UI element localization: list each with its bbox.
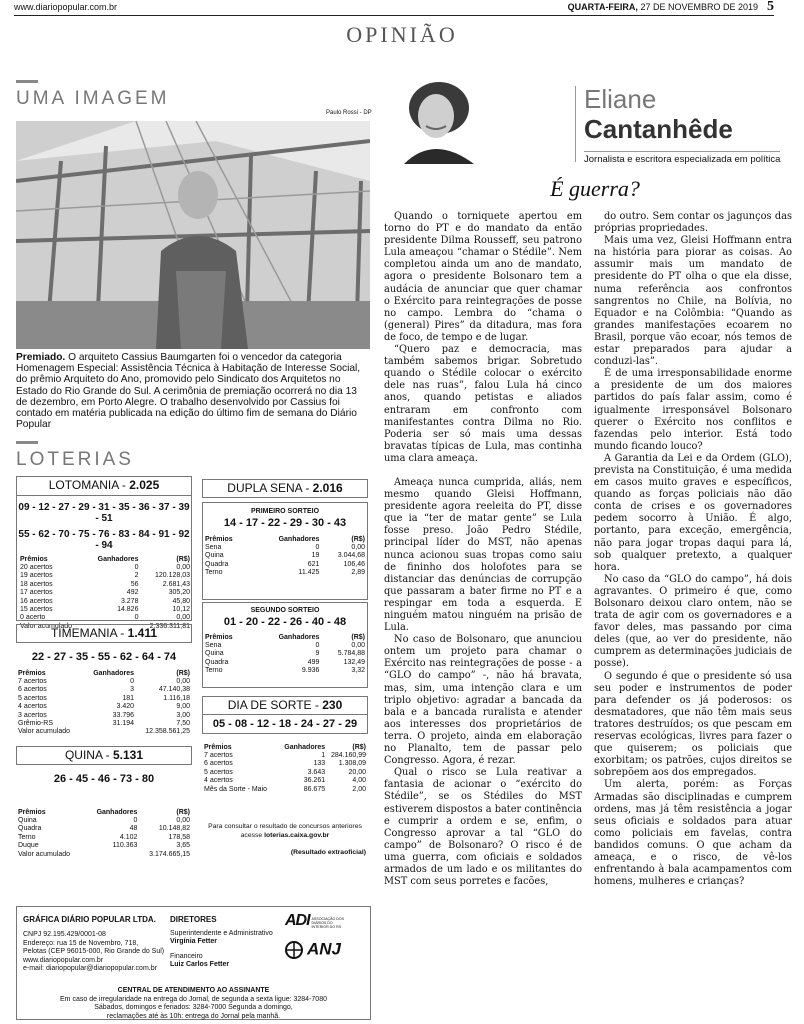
anj-logo-text: ANJ [306,939,341,959]
adi-logo [285,912,365,930]
columnist-first-name: Eliane [584,84,657,114]
prize-tier: Quadra [205,560,229,568]
globe-icon [283,941,305,959]
table-row [18,712,190,720]
column-header: (R$) [176,809,190,816]
greenhouse-illustration [16,121,370,349]
prize-tier: 0 acerto [20,614,46,622]
winners-count: 56 [130,580,139,588]
prize-tier: Grêmio-RS [18,720,54,728]
director2-role: Financeiro [170,952,203,960]
dupla-sena-contest: 2.016 [312,481,343,495]
date-line [568,2,758,12]
company-info [23,931,183,974]
winners-count: 36.261 [303,777,326,785]
prize-tier: 15 acertos [20,606,53,614]
lotomania-numbers-1: 09 - 12 - 27 - 29 - 31 - 35 - 36 - 37 - 39 - 51 [18,502,190,524]
winners-count: 86.675 [303,785,326,793]
dia-de-sorte-numbers-box [202,714,368,734]
winners-count [83,728,134,736]
caption-text: O arquiteto Cassius Baumgarten foi o vencedor da categoria Homenagem Especial: Assistência Técnica à Habitação de Interesse Social, do prêmio Arquiteto do Ano, promovido pelo Sindicato dos Arquitetos no Estado do Rio Grande do Sul. A cerimônia de premiação ocorrerá no dia 13 de dezembro, em Porto Alegre. O trabalho desenvolvido por Cassius foi contado em matéria publicada na edição do último fim de semana do Diário Popular [16,352,361,431]
table-row [18,825,190,833]
quina-contest: 5.131 [112,748,144,762]
column-header: Prêmios [20,556,48,563]
prize-table-header [18,808,190,817]
lotomania-box [16,476,192,630]
prize-tier: Valor acumulado [20,622,73,630]
prize-tier: 16 acertos [20,597,53,605]
award-photo [16,121,370,349]
caption-lead: Premiado. [16,352,66,363]
header-rule [14,15,774,16]
prize-tier: 6 acertos [204,760,233,768]
winners-count: 19 [311,552,320,560]
article-paragraph: Um alerta, porém: as Forças Armadas são disciplinadas e cumprem ordens, mas já têm resistência a jogar seus oficiais e soldados para atuar como policiais em favelas, contra bandidos comuns. O que acham da ameaça, e o risco, de vê-los enfrentando à bala acampamentos com homens, mulheres e crianças? [594,779,792,888]
column-header: (R$) [176,670,190,677]
prize-tier: 3 acertos [18,711,47,719]
prize-value: 132,49 [343,658,365,666]
dupla-sena-draw2-table [205,633,365,676]
article-paragraph: No caso de Bolsonaro, que anunciou ontem um projeto para chamar o Exército nas reintegrações de posse - a “GLO do campo” -, não há bravata, mas, sim, uma intenção clara e um triplo objetivo: agradar a bancada da bala e a bancada ruralista e atender aos interesses dos proprietários de terra. O projeto, ainda em elaboração no Planalto, tem de passar pelo Congresso. Agora, é rezar. [384,634,582,767]
table-row [205,552,365,560]
address-2: Pelotas (CEP 96015-000, Rio Grande do Sul) [23,948,165,956]
table-row [205,650,365,658]
prize-value: 2,89 [351,569,365,577]
prize-value: 305,20 [168,589,190,597]
winners-count: 133 [313,760,326,768]
winners-count: 621 [307,560,320,568]
table-row [18,686,190,694]
table-row [205,561,365,569]
winners-count: 14.826 [117,606,139,614]
article-paragraph: No caso da “GLO do campo”, há dois agravantes. O primeiro é que, como Bolsonaro deixou claro ontem, não se trata de agir com os governadores e a favor deles, mas passando por cima deles (que, ao ver do presidente, não cumprem as determinações judiciais de posse). [594,573,792,670]
prize-value: 12.358.561,25 [145,728,190,736]
lotomania-title: LOTOMANIA - 2.025 [17,477,191,496]
section-title: OPINIÃO [346,22,458,47]
article-paragraph: do outro. Sem contar os jagunços das próprias propriedades. [594,211,792,235]
prize-value: 3,00 [176,711,190,719]
winners-count: 4.102 [119,833,138,841]
article-paragraph: O segundo é que o presidente só usa seu poder e instrumentos de poder para defender os já poderosos: os desmatadores, que não têm mais seus tratores destruídos; os que pescam em reservas ecológicas, livres para fazer o que quiserem; os policiais que exorbitam; os patrões, cujos direitos se sobrepõem aos dos empregados. [594,670,792,779]
article-paragraph: Mais uma vez, Gleisi Hoffmann entra na história para piorar as coisas. Ao assumir mais um mandato de presidente do PT olha o que ela disse, numa referência aos confrontos sangrentos no Chile, na Bolívia, no Equador e na Colômbia: “Quando as grandes manifestações ecoarem no Brasil, porque vão ecoar, nós temos de estar preparados para ajudar a conduzi-las”. [594,235,792,368]
table-row [18,703,190,711]
table-row [205,667,365,675]
image-kicker: UMA IMAGEM [16,88,170,109]
table-row [18,842,190,850]
table-row [204,769,366,777]
dia-de-sorte-numbers: 05 - 08 - 12 - 18 - 24 - 27 - 29 [212,718,358,730]
column-header: Prêmios [204,744,232,751]
director1-role: Superintendente e Administrativo [170,929,273,937]
quina-numbers: 26 - 45 - 46 - 73 - 80 [53,773,155,785]
article-title: É guerra? [550,176,640,201]
table-row [204,786,366,794]
winners-count: 181 [122,694,135,702]
table-row [20,572,190,580]
prize-tier: Terno [205,667,223,675]
service-line-2: Sábados, domingos e feriados: 3284-7000 Segunda a domingo, [94,1004,293,1012]
date: 27 DE NOVEMBRO DE 2019 [640,2,758,12]
article-column-2 [594,211,792,888]
prize-value: 7,50 [176,720,190,728]
prize-value: 0,00 [351,544,365,551]
winners-count: 0 [133,817,138,824]
column-header: (R$) [351,634,365,641]
quina-title: QUINA - 5.131 [16,746,192,765]
table-row [18,678,190,686]
site-url: www.diariopopular.com.br [14,2,118,12]
columnist-portrait [404,82,564,164]
winners-count: 3 [130,686,135,694]
prize-value: 4,00 [352,777,366,785]
article-paragraph: A Garantia da Lei e da Ordem (GLO), prevista na Constituição, é uma medida em casos muito graves e específicos, quando as forças policiais não dão conta de crises e os governadores pedem socorro à União. É algo, portanto, para exceção, emergência, não para jogar tropas daqui para lá, sob qualquer pretexto, a qualquer hora. [594,452,792,573]
columnist-last-name: Cantanhêde [584,114,733,144]
prize-tier: 7 acertos [204,752,233,759]
prize-tier: Terno [18,833,36,841]
winners-count: 499 [307,658,320,666]
prize-value: 284.160,99 [330,752,366,759]
winners-count: 33.796 [112,711,135,719]
director1-name: Virgínia Fetter [170,938,217,946]
winners-count: 0 [134,614,139,622]
winners-count: 0 [315,544,320,551]
service-line-1: Em caso de irregularidade na entrega do Jornal, de segunda a sexta ligue: 3284-7080 [60,995,327,1003]
dupla-sena-draw2-label: SEGUNDO SORTEIO [250,607,320,614]
table-row [20,581,190,589]
consult-line-2: acesse loterias.caixa.gov.br [240,832,330,839]
article-paragraph: Qual o risco se Lula reativar a fantasia de acionar o “exército do Stédile”, se os Stédiles do MST estiverem dispostos a bater continência e cumprir a ordem e se, enfim, o Congresso aprovar a tal “GLO do campo” de Bolsonaro? O risco é de uma guerra, com oficiais e soldados armados de um lado e os militantes do MST com seus porretes e facões, [384,767,582,888]
prize-tier: Duque [18,842,39,850]
column-header: Ganhadores [278,536,320,543]
columnist-divider [575,86,576,162]
service-line-3: reclamações até às 10h: entrega do Jornal pela manhã. [106,1012,281,1020]
table-row [205,659,365,667]
winners-count: 1 [321,752,326,759]
prize-tier: Quina [18,817,37,824]
prize-value: 106,46 [343,560,365,568]
prize-value: 0,00 [176,564,190,571]
table-row [18,851,190,859]
company-site[interactable]: www.diariopopular.com.br [23,956,104,964]
winners-count: 9.936 [301,667,320,675]
column-header: (R$) [176,556,190,563]
prize-value: 1.116,18 [163,694,190,702]
consult-line-1: Para consultar o resultado de concursos anteriores [208,823,362,830]
column-header: Ganhadores [278,634,320,641]
adi-logo-text: ADI [285,912,310,929]
dia-de-sorte-prize-table [204,743,366,794]
consult-note [202,822,368,840]
prize-tier: 6 acertos [18,686,47,694]
table-row [20,614,190,622]
winners-count: 11.425 [298,569,320,577]
winners-count: 0 [130,678,135,685]
table-row [18,695,190,703]
caixa-link[interactable]: loterias.caixa.gov.br [264,832,330,839]
dupla-sena-draw1-numbers: 14 - 17 - 22 - 29 - 30 - 43 [223,517,347,529]
prize-value: 9,00 [176,703,190,711]
prize-value: 20,00 [348,768,366,776]
article-paragraph: Quando o torniquete apertou em torno do PT e do mandato da então presidente Dilma Rousseff, seu patrono Lula ameaçou “chamar o Stédile”. Nem completou ainda um ano de mandato, agora o presidente Bolsonaro tem a audácia de anunciar que quer chamar o Exército para reintegrações de posse no campo. Lembra do “chama o (general) Pires” da ditadura, mas fora de foco, de tempo e de lugar. [384,211,582,343]
prize-tier: Quina [205,650,224,658]
cnpj: CNPJ 92.195.429/0001-08 [23,931,106,938]
columnist-description: Jornalista e escritora especializada em política [584,154,781,165]
table-row [18,817,190,825]
table-row [20,564,190,572]
prize-value: 45,80 [172,597,190,605]
prize-tier: 5 acertos [204,768,233,776]
timemania-contest: 1.411 [127,626,158,640]
table-row [20,589,190,597]
table-row [204,752,366,760]
prize-tier: Sena [205,544,222,551]
column-header: Prêmios [18,670,46,677]
prize-table-header [20,555,190,564]
prize-value: 0,00 [351,642,365,649]
winners-count: 48 [129,825,138,833]
lotomania-numbers-2: 55 - 62 - 70 - 75 - 76 - 83 - 84 - 91 - 92 - 94 [18,529,190,551]
timemania-prize-table [18,669,190,737]
quina-prize-table [18,808,190,859]
dupla-sena-draw2-numbers: 01 - 20 - 22 - 26 - 40 - 48 [223,616,347,628]
photo-caption [16,352,368,430]
prize-value: 3,65 [176,842,190,850]
prize-tier: 7 acertos [18,678,47,685]
dupla-sena-draw2-box [202,602,368,688]
prize-value: 178,58 [168,833,190,841]
weekday: QUARTA-FEIRA, [567,2,638,12]
page-number: 5 [767,0,774,14]
director2-name: Luiz Carlos Fetter [170,961,230,969]
winners-count: 9 [315,650,320,658]
prize-tier: 19 acertos [20,572,53,580]
dupla-sena-title: DUPLA SENA - 2.016 [202,479,368,498]
prize-tier: 4 acertos [18,703,47,711]
table-row [18,834,190,842]
winners-count: 3.643 [307,768,326,776]
table-row [205,544,365,552]
table-row [205,569,365,577]
service-title: CENTRAL DE ATENDIMENTO AO ASSINANTE [117,987,270,994]
winners-count: 0 [134,564,139,571]
table-row [18,728,190,736]
columnist-photo [404,82,564,164]
prize-tier: 18 acertos [20,580,53,588]
prize-value: 47.140,38 [158,686,190,694]
column-header: Prêmios [205,634,233,641]
prize-tier: 4 acertos [204,777,233,785]
lotomania-prize-table [20,555,190,631]
prize-value: 0,00 [176,678,190,685]
column-header: Prêmios [205,536,233,543]
address-1: Endereço: rua 15 de Novembro, 718, [23,939,139,947]
winners-count [85,851,138,859]
directors [170,916,273,970]
timemania-numbers: 22 - 27 - 35 - 55 - 62 - 64 - 74 [31,651,177,663]
winners-count: 2 [134,572,139,580]
article-paragraph: É de uma irresponsabilidade enorme a presidente de um dos maiores partidos do país falar assim, como é igualmente irresponsável Bolsonaro querer o Exército nos conflitos e fazendas pelo interior. Está todo mundo ficando louco? [594,368,792,452]
dia-de-sorte-contest: 230 [322,698,343,712]
column-header: (R$) [351,536,365,543]
winners-count: 492 [126,589,139,597]
prize-value: 3.174.665,15 [149,850,190,858]
masthead-box [16,906,371,1020]
timemania-title: TIMEMANIA - 1.411 [16,624,192,643]
prize-value: 1.308,09 [338,760,366,768]
article-paragraph: Ameaça nunca cumprida, aliás, nem mesmo quando Gleisi Hoffmann, presidente agora reeleita do PT, disse que ia “ter de matar gente” se Lula fosse preso. João Pedro Stédile, principal líder do MST, não apenas nunca acionou suas tropas como saiu de fininho dos holofotes para se distanciar das denúncias de corrupção que passaram a bater firme no PT e a respingar em toda a esquerda. E ninguém matou ninguém na prisão de Lula. [384,476,582,634]
prize-tier: Quadra [18,825,42,833]
column-header: (R$) [352,744,366,751]
prize-value: 5.784,88 [337,650,365,658]
winners-count: 0 [315,642,320,649]
table-row [20,598,190,606]
column-header: Ganhadores [284,744,326,751]
column-header: Prêmios [18,809,46,816]
prize-value: 10,12 [172,606,190,614]
prize-value: 2.336.311,81 [149,622,190,630]
prize-tier: Valor acumulado [18,728,71,736]
prize-tier: Mês da Sorte - Maio [204,785,268,793]
prize-value: 10.148,82 [158,825,190,833]
prize-tier: 17 acertos [20,589,53,597]
prize-table-header [205,633,365,642]
winners-count: 31.194 [112,720,135,728]
article-paragraph: “Quero paz e democracia, mas também sabemos brigar. Sobretudo quando o Stédile colocar o exército dele nas ruas”, falou Lula há cinco anos, quando petistas e aliados entraram em confronto com manifestantes contra Dilma no Rio. Poderia ser só mais uma dessas bravatas típicas de Lula, mas continha uma clara ameaça. [384,344,582,464]
winners-count: 3.420 [116,703,135,711]
kicker-bar [16,441,38,444]
columnist-rule [584,151,780,152]
prize-value: 2,00 [352,785,366,793]
prize-tier: Quadra [205,658,229,666]
prize-tier: 5 acertos [18,694,47,702]
unofficial-note: (Resultado extraoficial) [290,849,366,856]
kicker-bar [16,80,38,83]
prize-tier: Terno [205,569,223,577]
column-header: Ganhadores [93,670,135,677]
prize-value: 3,32 [351,667,365,675]
prize-table-header [205,535,365,544]
table-row [204,777,366,785]
directors-title: DIRETORES [170,915,217,924]
winners-count: 3.278 [120,597,139,605]
article-column-1 [384,211,582,888]
lotomania-contest: 2.025 [129,478,160,492]
prize-tier: Valor acumulado [18,850,71,858]
prize-tier: Quina [205,552,224,560]
column-header: Ganhadores [96,809,138,816]
prize-tier: 20 acertos [20,564,53,571]
dupla-sena-draw1-table [205,535,365,578]
prize-value: 3.044,68 [337,552,365,560]
photo-credit: Paulo Rossi - DP [326,110,372,116]
winners-count: 110.363 [112,842,138,850]
table-row [18,720,190,728]
prize-value: 2.681,43 [162,580,190,588]
prize-value: 0,00 [176,614,190,622]
prize-table-header [18,669,190,678]
dupla-sena-draw1-label: PRIMEIRO SORTEIO [250,508,320,515]
dia-de-sorte-title: DIA DE SORTE - 230 [202,696,368,715]
anj-logo [283,941,363,959]
adi-logo-subtext: ASSOCIAÇÃO DOS DIÁRIOS DO INTERIOR DO RS [311,917,345,930]
company-email[interactable]: e-mail: diariopopular@diariopopular.com.br [23,965,157,973]
prize-table-header [204,743,366,752]
table-row [204,760,366,768]
prize-tier: Sena [205,642,222,649]
subscriber-service [17,987,370,1021]
table-row [20,606,190,614]
prize-value: 120.128,03 [154,572,190,580]
company-name: GRÁFICA DIÁRIO POPULAR LTDA. [23,915,156,924]
column-header: Ganhadores [97,556,139,563]
prize-value: 0,00 [176,817,190,824]
lotteries-kicker: LOTERIAS [16,449,134,470]
table-row [205,642,365,650]
dupla-sena-draw1-box [202,502,368,600]
